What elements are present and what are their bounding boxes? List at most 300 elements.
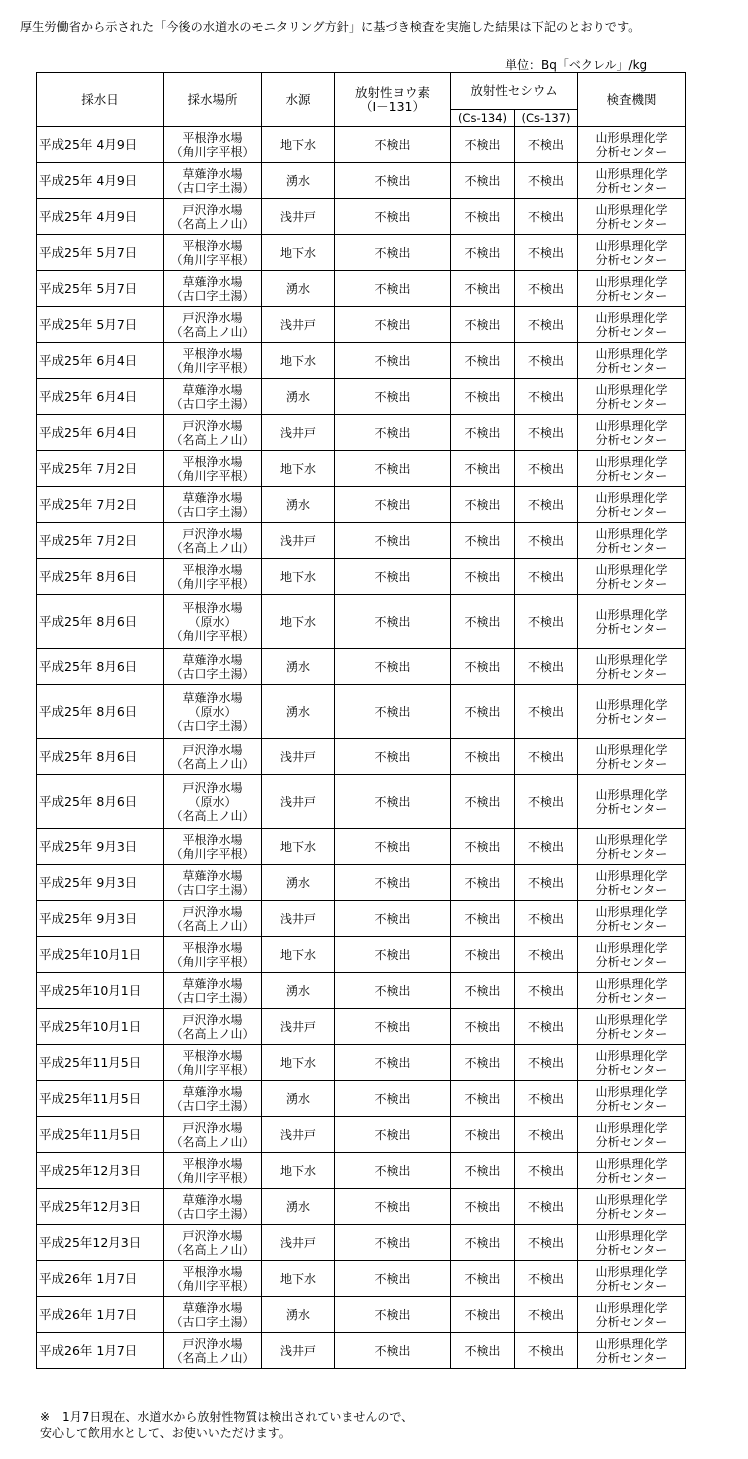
sample-place-line: （角川字平根） [170,576,255,591]
cs137-result: 不検出 [515,1009,578,1045]
inspection-org [578,199,686,235]
inspection-org-line: 山形県理化学 [595,787,668,802]
inspection-org-line: 山形県理化学 [595,976,668,991]
sample-place [164,1261,262,1297]
sample-place-line: （角川字平根） [170,1170,255,1185]
cs134-result: 不検出 [451,199,515,235]
sample-date: 平成25年 5月7日 [37,271,164,307]
table-row [37,973,686,1009]
sample-place [164,163,262,199]
cs134-result: 不検出 [451,1297,515,1333]
cs137-result: 不検出 [515,559,578,595]
inspection-org-line: 山形県理化学 [595,1264,668,1279]
sample-place-line: （角川字平根） [170,846,255,861]
inspection-org [578,163,686,199]
cs134-result: 不検出 [451,379,515,415]
sample-place [164,649,262,685]
inspection-org-line: 分析センター [595,1170,668,1185]
inspection-org-line: 分析センター [595,504,668,519]
header-iodine-label: 放射性ヨウ素 [354,84,430,100]
header-date: 採水日 [37,73,164,127]
table-row [37,379,686,415]
sample-place-line: （名高上ノ山） [170,540,255,555]
cs134-result: 不検出 [451,559,515,595]
sample-place-line: （原水） [188,704,237,719]
sample-place-line: 草薙浄水場 [182,652,243,667]
table-row [37,487,686,523]
inspection-org [578,1189,686,1225]
sample-place-line: 戸沢浄水場 [182,1336,243,1351]
inspection-org-line: 分析センター [595,1350,668,1365]
iodine-result: 不検出 [335,739,451,775]
table-body [37,127,686,1369]
sample-place [164,685,262,739]
sample-place-line: 戸沢浄水場 [182,418,243,433]
iodine-result: 不検出 [335,235,451,271]
cs137-result: 不検出 [515,1153,578,1189]
sample-place [164,901,262,937]
cs134-result: 不検出 [451,901,515,937]
sample-place-line: （角川字平根） [170,360,255,375]
table-row [37,649,686,685]
cs134-result: 不検出 [451,127,515,163]
inspection-org-line: 分析センター [595,918,668,933]
cs137-result: 不検出 [515,487,578,523]
cs137-result: 不検出 [515,1225,578,1261]
inspection-org-line: 山形県理化学 [595,607,668,622]
sample-place [164,559,262,595]
footnote-line: 安心して飲用水として、お使いいただけます。 [40,1426,291,1440]
cs134-result: 不検出 [451,523,515,559]
header-cs137: (Cs-137) [515,110,578,127]
sample-place-line: （古口字土湯） [170,990,255,1005]
iodine-result: 不検出 [335,1297,451,1333]
sample-place-line: （原水） [188,614,237,629]
sample-place-line: 戸沢浄水場 [182,1228,243,1243]
water-source: 浅井戸 [262,523,335,559]
table-row [37,523,686,559]
inspection-org [578,1297,686,1333]
iodine-result: 不検出 [335,901,451,937]
water-source: 地下水 [262,595,335,649]
sample-place-line: （古口字土湯） [170,666,255,681]
cs134-result: 不検出 [451,235,515,271]
inspection-org [578,379,686,415]
table-row [37,559,686,595]
iodine-result: 不検出 [335,685,451,739]
sample-place [164,739,262,775]
inspection-org-line: 山形県理化学 [595,832,668,847]
sample-place-line: （名高上ノ山） [170,1242,255,1257]
unit-label: 単位：Bq「ベクレル」/kg [505,58,648,72]
sample-place-line: 平根浄水場 [182,562,243,577]
table-row [37,271,686,307]
water-source: 地下水 [262,1261,335,1297]
sample-date: 平成25年 6月4日 [37,379,164,415]
iodine-result: 不検出 [335,127,451,163]
sample-place-line: 平根浄水場 [182,832,243,847]
inspection-org-line: 分析センター [595,801,668,816]
sample-place-line: （古口字土湯） [170,1206,255,1221]
inspection-org [578,343,686,379]
inspection-org-line: 山形県理化学 [595,940,668,955]
table-row [37,1045,686,1081]
inspection-org-line: 分析センター [595,756,668,771]
water-source: 浅井戸 [262,1333,335,1369]
inspection-org-line: 分析センター [595,1062,668,1077]
inspection-org-line: 分析センター [595,711,668,726]
sample-date: 平成25年 5月7日 [37,235,164,271]
header-source: 水源 [262,73,335,127]
sample-place-line: 戸沢浄水場 [182,780,243,795]
cs137-result: 不検出 [515,163,578,199]
sample-date: 平成25年12月3日 [37,1153,164,1189]
sample-place-line: （角川字平根） [170,954,255,969]
table-row [37,1189,686,1225]
cs137-result: 不検出 [515,343,578,379]
iodine-result: 不検出 [335,1117,451,1153]
sample-place [164,1009,262,1045]
sample-place-line: 草薙浄水場 [182,1192,243,1207]
sample-place [164,775,262,829]
table-row [37,199,686,235]
cs134-result: 不検出 [451,1117,515,1153]
iodine-result: 不検出 [335,487,451,523]
sample-place-line: 草薙浄水場 [182,382,243,397]
sample-place-line: 草薙浄水場 [182,490,243,505]
sample-date: 平成25年 7月2日 [37,487,164,523]
inspection-org-line: 分析センター [595,468,668,483]
water-source: 湧水 [262,163,335,199]
sample-place [164,595,262,649]
sample-place [164,199,262,235]
footnote-line: ※ 1月7日現在、水道水から放射性物質は検出されていませんので、 [40,1410,414,1424]
inspection-org-line: 山形県理化学 [595,1300,668,1315]
sample-place-line: （古口字土湯） [170,882,255,897]
sample-place-line: 戸沢浄水場 [182,526,243,541]
table-row [37,235,686,271]
cs137-result: 不検出 [515,1261,578,1297]
inspection-org-line: 分析センター [595,144,668,159]
sample-place [164,937,262,973]
inspection-org-line: 山形県理化学 [595,562,668,577]
cs137-result: 不検出 [515,415,578,451]
cs137-result: 不検出 [515,379,578,415]
cs134-result: 不検出 [451,865,515,901]
cs134-result: 不検出 [451,829,515,865]
table-row [37,1081,686,1117]
water-source: 湧水 [262,379,335,415]
inspection-org [578,307,686,343]
cs137-result: 不検出 [515,1045,578,1081]
header-org: 検査機関 [578,73,686,127]
sample-place [164,1225,262,1261]
sample-place-line: 戸沢浄水場 [182,1120,243,1135]
table-row [37,163,686,199]
sample-place-line: （名高上ノ山） [170,1026,255,1041]
cs137-result: 不検出 [515,1081,578,1117]
sample-place-line: （名高上ノ山） [170,808,255,823]
sample-date: 平成25年 6月4日 [37,343,164,379]
inspection-org-line: 分析センター [595,1026,668,1041]
cs134-result: 不検出 [451,739,515,775]
table-row [37,865,686,901]
water-source: 地下水 [262,343,335,379]
table-row [37,685,686,739]
header-iodine-isotope: （I－131） [359,98,426,114]
inspection-org [578,451,686,487]
sample-place-line: （角川字平根） [170,628,255,643]
sample-place [164,829,262,865]
inspection-org-line: 分析センター [595,1242,668,1257]
iodine-result: 不検出 [335,1261,451,1297]
sample-date: 平成25年 8月6日 [37,559,164,595]
inspection-org [578,1009,686,1045]
water-source: 湧水 [262,865,335,901]
inspection-org-line: 山形県理化学 [595,868,668,883]
cs137-result: 不検出 [515,271,578,307]
inspection-org-line: 山形県理化学 [595,274,668,289]
water-source: 地下水 [262,829,335,865]
cs134-result: 不検出 [451,937,515,973]
cs134-result: 不検出 [451,1333,515,1369]
inspection-org-line: 山形県理化学 [595,382,668,397]
sample-date: 平成25年 9月3日 [37,901,164,937]
sample-place-line: 戸沢浄水場 [182,1012,243,1027]
inspection-org [578,595,686,649]
inspection-org-line: 分析センター [595,846,668,861]
inspection-org [578,1261,686,1297]
sample-place-line: 平根浄水場 [182,346,243,361]
iodine-result: 不検出 [335,1153,451,1189]
water-source: 湧水 [262,1189,335,1225]
sample-place-line: （古口字土湯） [170,504,255,519]
sample-date: 平成25年11月5日 [37,1117,164,1153]
sample-date: 平成25年 8月6日 [37,649,164,685]
cs137-result: 不検出 [515,1189,578,1225]
inspection-org-line: 分析センター [595,396,668,411]
inspection-org-line: 山形県理化学 [595,454,668,469]
inspection-org-line: 山形県理化学 [595,166,668,181]
cs134-result: 不検出 [451,1261,515,1297]
sample-place-line: （名高上ノ山） [170,756,255,771]
inspection-org-line: 分析センター [595,180,668,195]
sample-place [164,1189,262,1225]
iodine-result: 不検出 [335,1333,451,1369]
table-row [37,1333,686,1369]
inspection-org-line: 分析センター [595,954,668,969]
water-source: 湧水 [262,1297,335,1333]
inspection-org [578,937,686,973]
inspection-org [578,649,686,685]
sample-place-line: （名高上ノ山） [170,432,255,447]
sample-date: 平成25年12月3日 [37,1225,164,1261]
inspection-org [578,865,686,901]
inspection-org-line: 山形県理化学 [595,904,668,919]
inspection-org [578,1045,686,1081]
inspection-org-line: 山形県理化学 [595,1156,668,1171]
cs137-result: 不検出 [515,235,578,271]
table-row [37,901,686,937]
sample-place [164,973,262,1009]
inspection-org [578,235,686,271]
inspection-org-line: 分析センター [595,576,668,591]
inspection-org-line: 山形県理化学 [595,310,668,325]
iodine-result: 不検出 [335,199,451,235]
cs137-result: 不検出 [515,1117,578,1153]
sample-place-line: 平根浄水場 [182,1264,243,1279]
sample-place-line: （角川字平根） [170,252,255,267]
inspection-org-line: 分析センター [595,360,668,375]
sample-date: 平成25年 8月6日 [37,595,164,649]
iodine-result: 不検出 [335,307,451,343]
water-source: 浅井戸 [262,775,335,829]
cs137-result: 不検出 [515,775,578,829]
cs134-result: 不検出 [451,649,515,685]
inspection-org-line: 山形県理化学 [595,1012,668,1027]
inspection-org-line: 山形県理化学 [595,490,668,505]
sample-place-line: 平根浄水場 [182,600,243,615]
inspection-org [578,685,686,739]
sample-place-line: （古口字土湯） [170,396,255,411]
table-row [37,1009,686,1045]
sample-date: 平成25年10月1日 [37,973,164,1009]
table-row [37,775,686,829]
sample-place-line: （名高上ノ山） [170,1350,255,1365]
inspection-org-line: 山形県理化学 [595,1048,668,1063]
iodine-result: 不検出 [335,343,451,379]
inspection-org-line: 分析センター [595,1314,668,1329]
table-row [37,1297,686,1333]
inspection-org-line: 山形県理化学 [595,652,668,667]
sample-place-line: （古口字土湯） [170,180,255,195]
inspection-org-line: 分析センター [595,288,668,303]
sample-date: 平成25年 8月6日 [37,685,164,739]
header-iodine [335,73,451,127]
water-source: 浅井戸 [262,1225,335,1261]
inspection-org-line: 分析センター [595,1278,668,1293]
cs134-result: 不検出 [451,451,515,487]
inspection-org-line: 分析センター [595,990,668,1005]
sample-place-line: （角川字平根） [170,144,255,159]
inspection-org-line: 分析センター [595,666,668,681]
iodine-result: 不検出 [335,1045,451,1081]
table-header [37,73,686,127]
water-source: 浅井戸 [262,1117,335,1153]
sample-place-line: 戸沢浄水場 [182,310,243,325]
cs134-result: 不検出 [451,775,515,829]
iodine-result: 不検出 [335,595,451,649]
intro-text: 厚生労働省から示された「今後の水道水のモニタリング方針」に基づき検査を実施した結果は下記のとおりです。 [20,20,641,34]
cs137-result: 不検出 [515,127,578,163]
iodine-result: 不検出 [335,829,451,865]
sample-place [164,1333,262,1369]
sample-date: 平成26年 1月7日 [37,1297,164,1333]
sample-place-line: 平根浄水場 [182,130,243,145]
sample-place-line: （古口字土湯） [170,288,255,303]
sample-place [164,523,262,559]
sample-place [164,415,262,451]
table-row [37,1261,686,1297]
inspection-org-line: 山形県理化学 [595,1228,668,1243]
inspection-org-line: 山形県理化学 [595,742,668,757]
cs134-result: 不検出 [451,1081,515,1117]
sample-place-line: 草薙浄水場 [182,1084,243,1099]
iodine-result: 不検出 [335,559,451,595]
cs137-result: 不検出 [515,649,578,685]
cs134-result: 不検出 [451,1153,515,1189]
sample-place-line: 戸沢浄水場 [182,202,243,217]
table-row [37,1117,686,1153]
iodine-result: 不検出 [335,649,451,685]
water-source: 地下水 [262,235,335,271]
water-source: 地下水 [262,127,335,163]
water-source: 浅井戸 [262,415,335,451]
iodine-result: 不検出 [335,1009,451,1045]
inspection-org-line: 山形県理化学 [595,418,668,433]
cs137-result: 不検出 [515,523,578,559]
cs134-result: 不検出 [451,343,515,379]
sample-place [164,127,262,163]
inspection-org [578,127,686,163]
table-row [37,127,686,163]
inspection-org [578,829,686,865]
footnote [40,1409,413,1441]
sample-date: 平成26年 1月7日 [37,1333,164,1369]
inspection-org-line: 山形県理化学 [595,1336,668,1351]
table-row [37,343,686,379]
inspection-org-line: 分析センター [595,621,668,636]
sample-place-line: 平根浄水場 [182,1048,243,1063]
sample-place [164,307,262,343]
sample-place-line: 戸沢浄水場 [182,904,243,919]
cs137-result: 不検出 [515,973,578,1009]
water-source: 地下水 [262,451,335,487]
table-row [37,415,686,451]
sample-date: 平成25年 4月9日 [37,163,164,199]
cs134-result: 不検出 [451,595,515,649]
sample-place-line: 草薙浄水場 [182,274,243,289]
table-row [37,595,686,649]
inspection-org [578,739,686,775]
water-source: 湧水 [262,973,335,1009]
iodine-result: 不検出 [335,415,451,451]
inspection-org-line: 山形県理化学 [595,238,668,253]
water-source: 浅井戸 [262,901,335,937]
cs134-result: 不検出 [451,271,515,307]
water-source: 湧水 [262,1081,335,1117]
sample-place [164,1297,262,1333]
sample-date: 平成25年 5月7日 [37,307,164,343]
sample-place [164,1153,262,1189]
water-source: 地下水 [262,559,335,595]
inspection-org-line: 分析センター [595,1134,668,1149]
cs137-result: 不検出 [515,199,578,235]
sample-place-line: 草薙浄水場 [182,166,243,181]
table-row [37,739,686,775]
water-source: 地下水 [262,937,335,973]
sample-place-line: （名高上ノ山） [170,216,255,231]
sample-date: 平成26年 1月7日 [37,1261,164,1297]
cs134-result: 不検出 [451,1045,515,1081]
sample-place-line: 戸沢浄水場 [182,742,243,757]
water-source: 湧水 [262,487,335,523]
table-row [37,1153,686,1189]
cs137-result: 不検出 [515,937,578,973]
cs137-result: 不検出 [515,595,578,649]
sample-place-line: 平根浄水場 [182,940,243,955]
cs137-result: 不検出 [515,829,578,865]
